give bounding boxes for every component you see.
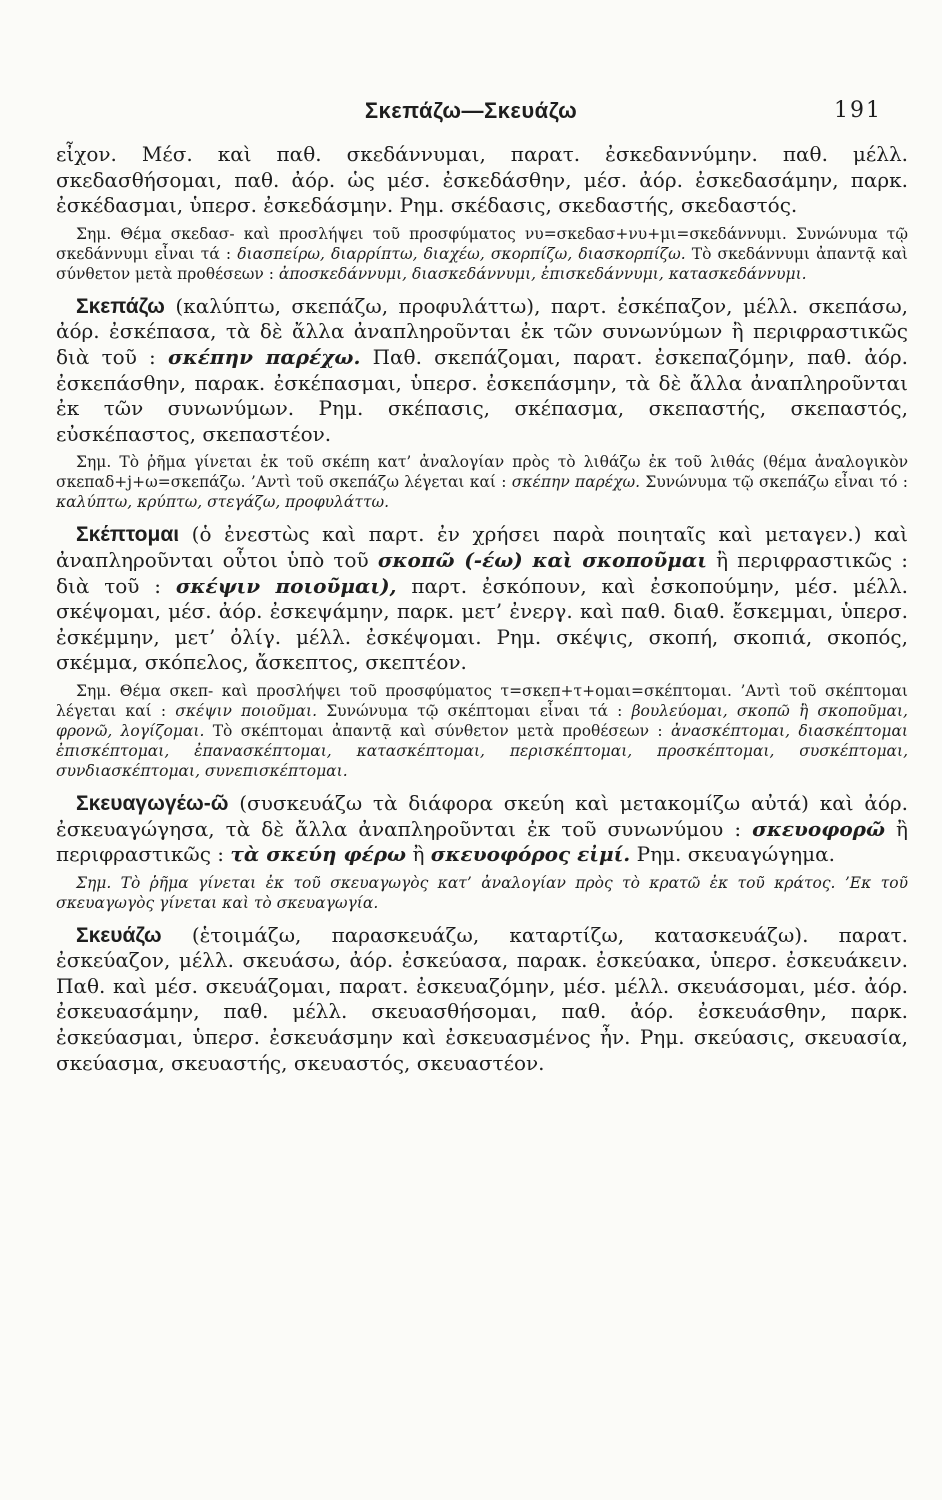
- entry-note: Σημ. Θέμα σκεδασ- καὶ προσλήψει τοῦ προσφύματος νυ=σκεδασ+νυ+μι=σκεδάννυμι. Συνώνυμα τῷ σκεδάννυμι εἶναι τά : διασπείρω, διαρρίπτω, διαχέω, σκορπίζω, διασκορπίζω. Τὸ σκεδάννυμι ἀπαντᾷ καὶ σύνθετον μετὰ προθέσεων : ἀποσκεδάννυμι, διασκεδάννυμι, ἐπισκεδάννυμι, κατασκεδάννυμι.: [56, 224, 908, 283]
- entry-note: Σημ. Θέμα σκεπ- καὶ προσλήψει τοῦ προσφύματος τ=σκεπ+τ+ομαι=σκέπτομαι. ’Αντὶ τοῦ σκέπτομαι λέγεται καί : σκέψιν ποιοῦμαι. Συνώνυμα τῷ σκέπτομαι εἶναι τά : βουλεύομαι, σκοπῶ ἢ σκοποῦμαι, φρονῶ, λογίζομαι. Τὸ σκέπτομαι ἀπαντᾷ καὶ σύνθετον μετὰ προθέσεων : ἀνασκέπτομαι, διασκέπτομαι ἐπισκέπτομαι, ἐπανασκέπτομαι, κατασκέπτομαι, περισκέπτομαι, προσκέπτομαι, συσκέπτομαι, συνδιασκέπτομαι, συνεπισκέπτομαι.: [56, 681, 908, 780]
- page-header: [0, 98, 942, 134]
- phrase: σκέπην παρέχω.: [168, 344, 361, 369]
- headword: Σκέπτομαι: [76, 523, 180, 547]
- entry-note: Σημ. Τὸ ῥῆμα γίνεται ἐκ τοῦ σκέπη κατ’ ἀναλογίαν πρὸς τὸ λιθάζω ἐκ τοῦ λιθάς (θέμα ἀναλογικὸν σκεπαδ+j+ω=σκεπάζω. ’Αντὶ τοῦ σκεπάζω λέγεται καί : σκέπην παρέχω. Συνώνυμα τῷ σκεπάζω εἶναι τό : καλύπτω, κρύπτω, στεγάζω, προφυλάττω.: [56, 453, 908, 512]
- phrase: σκευοφόρος εἰμί.: [430, 842, 631, 867]
- entry-continuation: [56, 142, 908, 219]
- running-head: Σκεπάζω—Σκευάζω: [364, 98, 578, 123]
- compounds: ἀποσκεδάννυμι, διασκεδάννυμι, ἐπισκεδάννυμι, κατασκεδάννυμι.: [278, 264, 807, 283]
- page-number: 191: [834, 98, 882, 123]
- synonyms: καλύπτω, κρύπτω, στεγάζω, προφυλάττω.: [56, 493, 390, 512]
- entry-note: Σημ. Τὸ ῥῆμα γίνεται ἐκ τοῦ σκευαγωγὸς κατ’ ἀναλογίαν πρὸς τὸ κρατῶ ἐκ τοῦ κράτος. ’Εκ τοῦ σκευαγωγὸς γίνεται καὶ τὸ σκευαγωγία.: [56, 873, 908, 912]
- page-body: [56, 142, 908, 1076]
- entry-skevazo: Σκευάζω (ἑτοιμάζω, παρασκευάζω, καταρτίζω, κατασκευάζω). παρατ. ἐσκεύαζον, μέλλ. σκευάσω, ἀόρ. ἐσκεύασα, παρακ. ἐσκεύακα, ὑπερσ. ἐσκευάκειν. Παθ. καὶ μέσ. σκευάζομαι, παρατ. ἐσκευαζόμην, μέσ. μέλλ. σκευάσομαι, μέσ. ἀόρ. ἐσκευασάμην, παθ. μέλλ. σκευασθήσομαι, παθ. ἀόρ. ἐσκευάσθην, παρκ. ἐσκεύασμαι, ὑπερσ. ἐσκευάσμην καὶ ἐσκευασμένος ἦν. Ρημ. σκεύασις, σκευασία, σκεύασμα, σκευαστής, σκευαστός, σκευαστέον.: [56, 922, 909, 1075]
- phrase: σκέψιν ποιοῦμαι),: [175, 573, 397, 598]
- entry-skepazo: Σκεπάζω (καλύπτω, σκεπάζω, προφυλάττω), παρτ. ἐσκέπαζον, μέλλ. σκεπάσω, ἀόρ. ἐσκέπασα, τὰ δὲ ἄλλα ἀναπληροῦνται ἐκ τῶν συνωνύμων ἢ περιφραστικῶς διὰ τοῦ : σκέπην παρέχω. Παθ. σκεπάζομαι, παρατ. ἐσκεπαζόμην, παθ. ἀόρ. ἐσκεπάσθην, παρακ. ἐσκέπασμαι, ὑπερσ. ἐσκεπάσμην, τὰ δὲ ἄλλα ἀναπληροῦνται ἐκ τῶν συνωνύμων. Ρημ. σκέπασις, σκέπασμα, σκεπαστής, σκεπαστός, εὐσκέπαστος, σκεπαστέον.: [56, 293, 909, 446]
- phrase: σκευοφορῶ: [752, 816, 885, 841]
- synonyms: βουλεύομαι, σκοπῶ ἢ σκοποῦμαι, φρονῶ, λογίζομαι.: [56, 701, 908, 740]
- headword: Σκευάζω: [76, 923, 162, 947]
- continuation-text: εἶχον. Μέσ. καὶ παθ. σκεδάννυμαι, παρατ. ἐσκεδαννύμην. παθ. μέλλ. σκεδασθήσομαι, παθ. ἀόρ. ὡς μέσ. ἐσκεδάσθην, μέσ. ἀόρ. ἐσκεδασάμην, παρκ. ἐσκέδασμαι, ὑπερσ. ἐσκεδάσμην. Ρημ. σκέδασις, σκεδαστής, σκεδαστός.: [56, 142, 908, 218]
- entry-skeptomai: Σκέπτομαι (ὁ ἐνεστὼς καὶ παρτ. ἐν χρήσει παρὰ ποιηταῖς καὶ μεταγεν.) καὶ ἀναπληροῦνται οὗτοι ὑπὸ τοῦ σκοπῶ (-έω) καὶ σκοποῦμαι ἢ περιφραστικῶς : διὰ τοῦ : σκέψιν ποιοῦμαι), παρτ. ἐσκόπουν, καὶ ἐσκοπούμην, μέσ. μέλλ. σκέψομαι, μέσ. ἀόρ. ἐσκεψάμην, παρκ. μετ’ ἐνεργ. καὶ παθ. διαθ. ἔσκεμμαι, ὑπερσ. ἐσκέμμην, μετ’ ὀλίγ. μέλλ. ἐσκέψομαι. Ρημ. σκέψις, σκοπή, σκοπιά, σκοπός, σκέμμα, σκόπελος, ἄσκεπτος, σκεπτέον.: [56, 522, 909, 675]
- headword: Σκευαγωγέω-ῶ: [76, 791, 229, 815]
- compounds: ἀνασκέπτομαι, διασκέπτομαι ἐπισκέπτομαι, ἐπανασκέπτομαι, κατασκέπτομαι, περισκέπτομαι, προσκέπτομαι, συσκέπτομαι, συνδιασκέπτομαι, συνεπισκέπτομαι.: [56, 721, 908, 780]
- phrase: τὰ σκεύη φέρω: [230, 842, 407, 867]
- synonyms: σκέψιν ποιοῦμαι.: [175, 701, 318, 720]
- synonyms: διασπείρω, διαρρίπτω, διαχέω, σκορπίζω, διασκορπίζω.: [237, 244, 686, 263]
- synonyms: σκέπην παρέχω.: [511, 473, 641, 492]
- headword: Σκεπάζω: [76, 294, 165, 318]
- phrase: σκοπῶ (-έω) καὶ σκοποῦμαι: [377, 547, 707, 572]
- entry-skevagogeo: Σκευαγωγέω-ῶ (συσκευάζω τὰ διάφορα σκεύη καὶ μετακομίζω αὐτά) καὶ ἀόρ. ἐσκευαγώγησα, τὰ δὲ ἄλλα ἀναπληροῦνται ἐκ τοῦ συνωνύμου : σκευοφορῶ ἢ περιφραστικῶς : τὰ σκεύη φέρω ἢ σκευοφόρος εἰμί. Ρημ. σκευαγώγημα.: [56, 790, 909, 867]
